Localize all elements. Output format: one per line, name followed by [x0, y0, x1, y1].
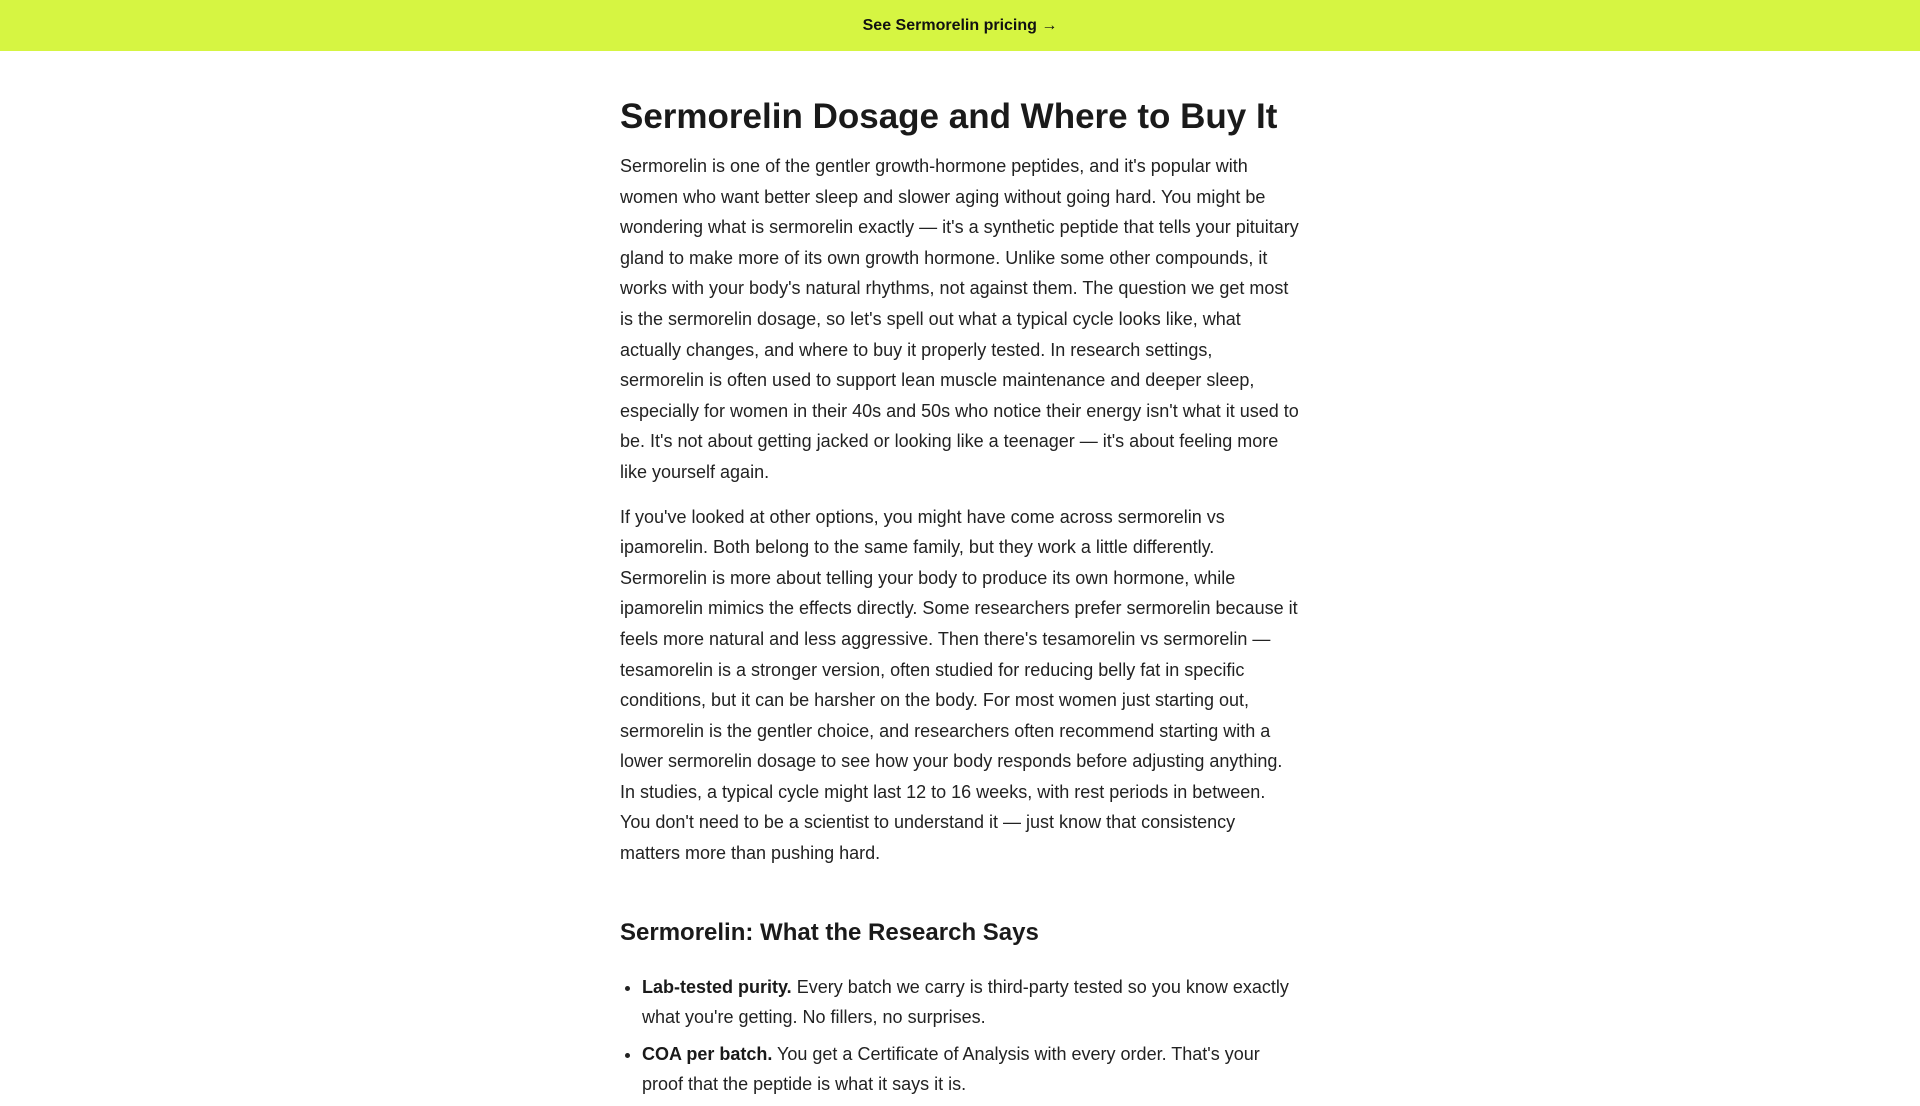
promo-banner-link[interactable]: See Sermorelin pricing →: [0, 0, 1920, 51]
list-item-text: Every batch we carry is third-party tested so you know exactly what you're getting. No fillers, no surprises.: [642, 976, 1289, 1028]
page-title: Sermorelin Dosage and Where to Buy It: [620, 97, 1278, 136]
list-item-lead: COA per batch.: [642, 1043, 773, 1064]
list-item-text: You get a Certificate of Analysis with every order. That's your proof that the peptide is what it says it is.: [642, 1043, 1260, 1095]
article: [620, 51, 1300, 1106]
section-heading: Sermorelin: What the Research Says: [620, 918, 1039, 946]
feature-list: [620, 972, 1300, 1100]
intro-paragraph: Sermorelin is one of the gentler growth-hormone peptides, and it's popular with women who want better sleep and slower aging without going hard. You might be wondering what is sermorelin exactly — it's a synthetic peptide that tells your pituitary gland to make more of its own growth hormone. Unlike some other compounds, it works with your body's natural rhythms, not against them. The question we get most is the sermorelin dosage, so let's spell out what a typical cycle looks like, what actually changes, and where to buy it properly tested. In research settings, sermorelin is often used to support lean muscle maintenance and deeper sleep, especially for women in their 40s and 50s who notice their energy isn't what it used to be. It's not about getting jacked or looking like a teenager — it's about feeling more like yourself again.: [620, 156, 1299, 482]
list-item-lead: Lab-tested purity.: [642, 976, 792, 997]
list-item: [642, 1039, 1300, 1100]
list-item: [642, 972, 1300, 1033]
comparison-paragraph: If you've looked at other options, you might have come across sermorelin vs ipamorelin. Both belong to the same family, but they work a little differently. Sermorelin is more about telling your body to produce its own hormone, while ipamorelin mimics the effects directly. Some researchers prefer sermorelin because it feels more natural and less aggressive. Then there's tesamorelin vs sermorelin — tesamorelin is a stronger version, often studied for reducing belly fat in specific conditions, but it can be harsher on the body. For most women just starting out, sermorelin is the gentler choice, and researchers often recommend starting with a lower sermorelin dosage to see how your body responds before adjusting anything. In studies, a typical cycle might last 12 to 16 weeks, with rest periods in between. You don't need to be a scientist to understand it — just know that consistency matters more than pushing hard.: [620, 506, 1298, 864]
